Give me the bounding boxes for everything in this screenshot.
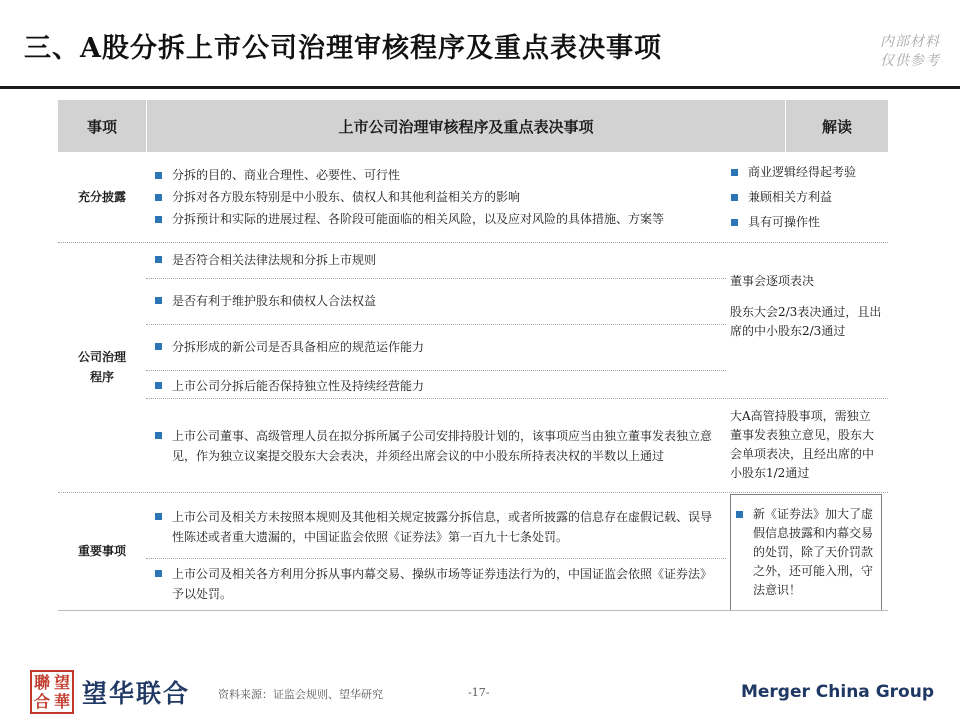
watermark-line-2: 仅供参考 [880, 53, 940, 69]
bullet-square-icon [731, 169, 738, 176]
bullet-square-icon [155, 256, 162, 263]
bullet-square-icon [155, 513, 162, 520]
bullet-square-icon [155, 432, 162, 439]
row-divider [146, 370, 726, 371]
list-item: 分拆的目的、商业合理性、必要性、可行性 [154, 166, 714, 184]
interpretation-important [730, 500, 882, 604]
list-item: 商业逻辑经得起考验 [730, 163, 882, 182]
section-divider [58, 242, 888, 243]
table-bottom-border [58, 610, 888, 611]
interpretation-governance-votes: 董事会逐项表决 股东大会2/3表决通过，且出席的中小股东2/3通过 [730, 274, 882, 338]
row-divider [146, 558, 726, 559]
page-title: 三、A股分拆上市公司治理审核程序及重点表决事项 [24, 33, 662, 64]
section-label-governance: 公司治理 程序 [77, 350, 126, 384]
table-row: 是否符合相关法律法规和分拆上市规则 [154, 248, 714, 272]
watermark-line-1: 内部材料 [880, 34, 940, 50]
bullet-square-icon [155, 343, 162, 350]
source-note: 资料来源：证监会规则、望华研究 [218, 688, 383, 701]
section-disclosure-rows [154, 154, 714, 240]
list-item: 兼顾相关方利益 [730, 188, 882, 207]
bullet-square-icon [155, 172, 162, 179]
brand-name: Merger China Group [740, 682, 934, 702]
governance-table [58, 100, 888, 611]
bullet-square-icon [155, 382, 162, 389]
bullet-square-icon [155, 297, 162, 304]
column-header-item: 事项 [58, 100, 146, 152]
column-header-interpretation: 解读 [786, 100, 888, 152]
company-logo [30, 670, 190, 714]
watermark [880, 33, 940, 71]
row-divider [146, 278, 726, 279]
table-row: 是否有利于维护股东和债权人合法权益 [154, 284, 714, 318]
column-header-procedure: 上市公司治理审核程序及重点表决事项 [146, 100, 786, 152]
bullet-square-icon [155, 216, 162, 223]
interpretation-disclosure [730, 156, 882, 238]
row-divider [146, 324, 726, 325]
list-item: 分拆对各方股东特别是中小股东、债权人和其他利益相关方的影响 [154, 188, 714, 206]
table-row: 分拆形成的新公司是否具备相应的规范运作能力 [154, 330, 714, 364]
title-divider [0, 86, 960, 89]
table-row: 上市公司及相关各方利用分拆从事内幕交易、操纵市场等证券违法行为的，中国证监会依照《证券法》予以处罚。 [154, 562, 714, 606]
table-row: 上市公司分拆后能否保持独立性及持续经营能力 [154, 374, 714, 398]
bullet-square-icon [736, 511, 743, 518]
row-divider [146, 398, 888, 399]
section-label-important: 重要事项 [77, 544, 126, 558]
list-item: 分拆预计和实际的进展过程、各阶段可能面临的相关风险，以及应对风险的具体措施、方案等 [154, 210, 714, 228]
bullet-square-icon [155, 194, 162, 201]
seal-icon: 聯 望 合 華 [30, 670, 74, 714]
bullet-square-icon [155, 570, 162, 577]
page-number: -17- [468, 686, 490, 699]
logo-name: 望华联合 [82, 679, 191, 708]
list-item: 具有可操作性 [730, 213, 882, 232]
table-row: 上市公司董事、高级管理人员在拟分拆所属子公司安排持股计划的，该事项应当由独立董事发表独立意见，作为独立议案提交股东大会表决，并须经出席会议的中小股东所持表决权的半数以上通过 [154, 404, 714, 488]
bullet-square-icon [731, 219, 738, 226]
section-label-disclosure: 充分披露 [77, 190, 126, 204]
bullet-square-icon [731, 194, 738, 201]
table-row: 上市公司及相关方未按照本规则及其他相关规定披露分拆信息，或者所披露的信息存在虚假记载、误导性陈述或者重大遗漏的，中国证监会依照《证券法》第一百九十七条处罚。 [154, 498, 714, 556]
interpretation-callout-box: 新《证券法》加大了虚假信息披露和内幕交易的处罚，除了天价罚款之外，还可能入刑，守法意识！ [730, 494, 882, 611]
interpretation-governance-executive: 大A高管持股事项，需独立董事发表独立意见，股东大会单项表决，且经出席的中小股东1/2通过 [730, 409, 875, 480]
